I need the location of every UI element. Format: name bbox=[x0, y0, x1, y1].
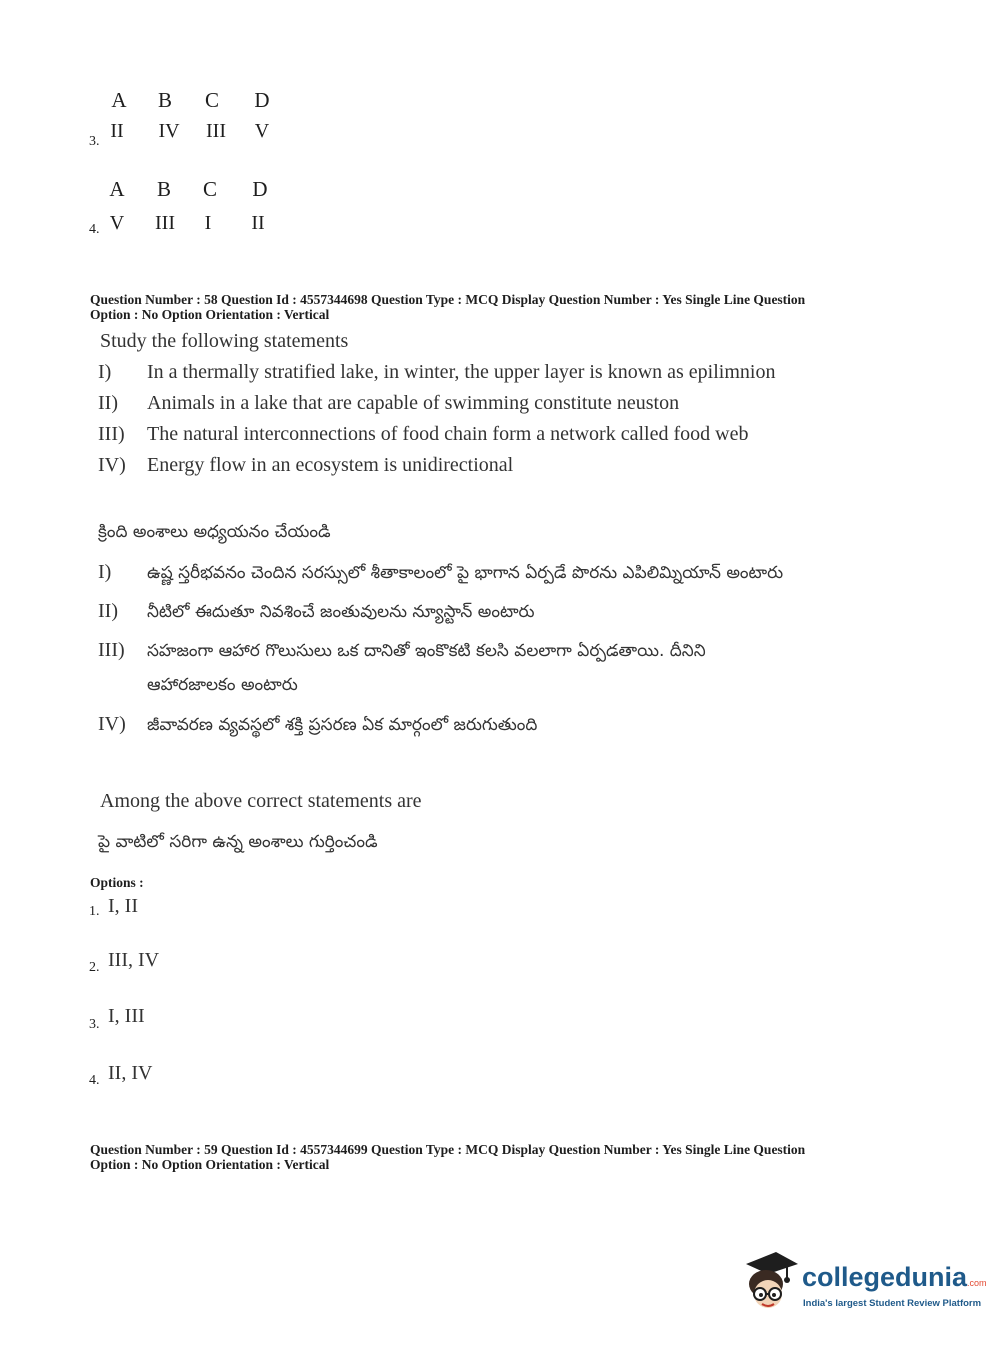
header-b: B bbox=[157, 88, 172, 112]
statement-numeral: II) bbox=[98, 392, 118, 414]
option-label: III, IV bbox=[108, 949, 160, 971]
match-header-row bbox=[102, 177, 302, 201]
statement-text: ఉష్ణ స్తరీభవనం చెందిన సరస్సులో శీతాకాలంలో పై భాగాన ఏర్పడే పొరను ఎపిలిమ్నియాన్ అంటారు bbox=[147, 563, 784, 583]
statement-text: సహజంగా ఆహార గొలుసులు ఒక దానితో ఇంకొకటి కలసి వలలాగా ఏర్పడతాయి. దీనిని bbox=[147, 641, 706, 661]
brand-name: collegedunia bbox=[802, 1262, 968, 1292]
statement-numeral: III) bbox=[98, 423, 125, 445]
statement-text: The natural interconnections of food chain form a network called food web bbox=[147, 423, 749, 445]
question-prompt-te: పై వాటిలో సరిగా ఉన్న అంశాలు గుర్తించండి bbox=[98, 832, 378, 852]
statement-numeral: I) bbox=[98, 361, 112, 383]
option-number: 2. bbox=[89, 960, 100, 975]
collegedunia-logo bbox=[740, 1248, 987, 1318]
option-number: 1. bbox=[89, 904, 100, 919]
value-c: I bbox=[204, 212, 212, 234]
header-a: A bbox=[109, 177, 125, 201]
value-c: III bbox=[206, 120, 226, 142]
match-value-row bbox=[102, 120, 302, 144]
question-prompt-en: Among the above correct statements are bbox=[100, 790, 422, 812]
question-meta bbox=[90, 292, 805, 322]
statement-text: Animals in a lake that are capable of swimming constitute neuston bbox=[147, 392, 680, 414]
value-d: V bbox=[254, 120, 270, 142]
statement-text: In a thermally stratified lake, in winter, the upper layer is known as epilimnion bbox=[147, 361, 776, 383]
option-number: 3. bbox=[89, 1017, 100, 1032]
value-b: IV bbox=[158, 120, 180, 142]
statement-numeral: III) bbox=[98, 639, 125, 661]
question-stem-en: Study the following statements bbox=[100, 330, 349, 352]
question-stem-te: క్రింది అంశాలు అధ్యయనం చేయండి bbox=[98, 522, 331, 542]
mascot-icon bbox=[740, 1250, 800, 1312]
match-value-row bbox=[102, 212, 302, 236]
statement-numeral: IV) bbox=[98, 454, 126, 476]
option-label: II, IV bbox=[108, 1062, 153, 1084]
statement-text: Energy flow in an ecosystem is unidirectional bbox=[147, 454, 514, 476]
header-a: A bbox=[111, 88, 127, 112]
value-d: II bbox=[251, 212, 265, 234]
statement-numeral: I) bbox=[98, 561, 112, 583]
header-c: C bbox=[202, 177, 217, 201]
option-number: 3. bbox=[89, 134, 100, 149]
option-number: 4. bbox=[89, 1073, 100, 1088]
option-label: I, II bbox=[108, 895, 138, 917]
header-b: B bbox=[156, 177, 171, 201]
question-meta-line-2: Option : No Option Orientation : Vertical bbox=[90, 1157, 330, 1172]
question-meta-line-2: Option : No Option Orientation : Vertical bbox=[90, 307, 330, 322]
option-number: 4. bbox=[89, 222, 100, 237]
options-title: Options : bbox=[90, 875, 144, 890]
header-d: D bbox=[254, 88, 270, 112]
header-d: D bbox=[252, 177, 268, 201]
header-c: C bbox=[204, 88, 219, 112]
statement-text: జీవావరణ వ్యవస్థలో శక్తి ప్రసరణ ఏక మార్గంలో జరుగుతుంది bbox=[147, 715, 538, 735]
match-header-row bbox=[102, 88, 302, 112]
statement-numeral: IV) bbox=[98, 713, 126, 735]
question-meta-line-1: Question Number : 58 Question Id : 4557344698 Question Type : MCQ Display Question Number : Yes Single Line Question bbox=[90, 292, 806, 307]
question-59-meta bbox=[90, 1142, 805, 1172]
brand-tagline: India's largest Student Review Platform bbox=[803, 1298, 982, 1309]
statement-text-continued: ఆహారజాలకం అంటారు bbox=[147, 675, 298, 695]
value-b: III bbox=[155, 212, 175, 234]
value-a: II bbox=[110, 120, 124, 142]
statement-text: నీటిలో ఈదుతూ నివశించే జంతువులను న్యూస్టాన్ అంటారు bbox=[147, 602, 535, 622]
value-a: V bbox=[109, 212, 125, 234]
statement-numeral: II) bbox=[98, 600, 118, 622]
question-meta-line-1: Question Number : 59 Question Id : 4557344699 Question Type : MCQ Display Question Number : Yes Single Line Question bbox=[90, 1142, 806, 1157]
option-label: I, III bbox=[108, 1005, 145, 1027]
brand-suffix: .com bbox=[967, 1278, 987, 1288]
